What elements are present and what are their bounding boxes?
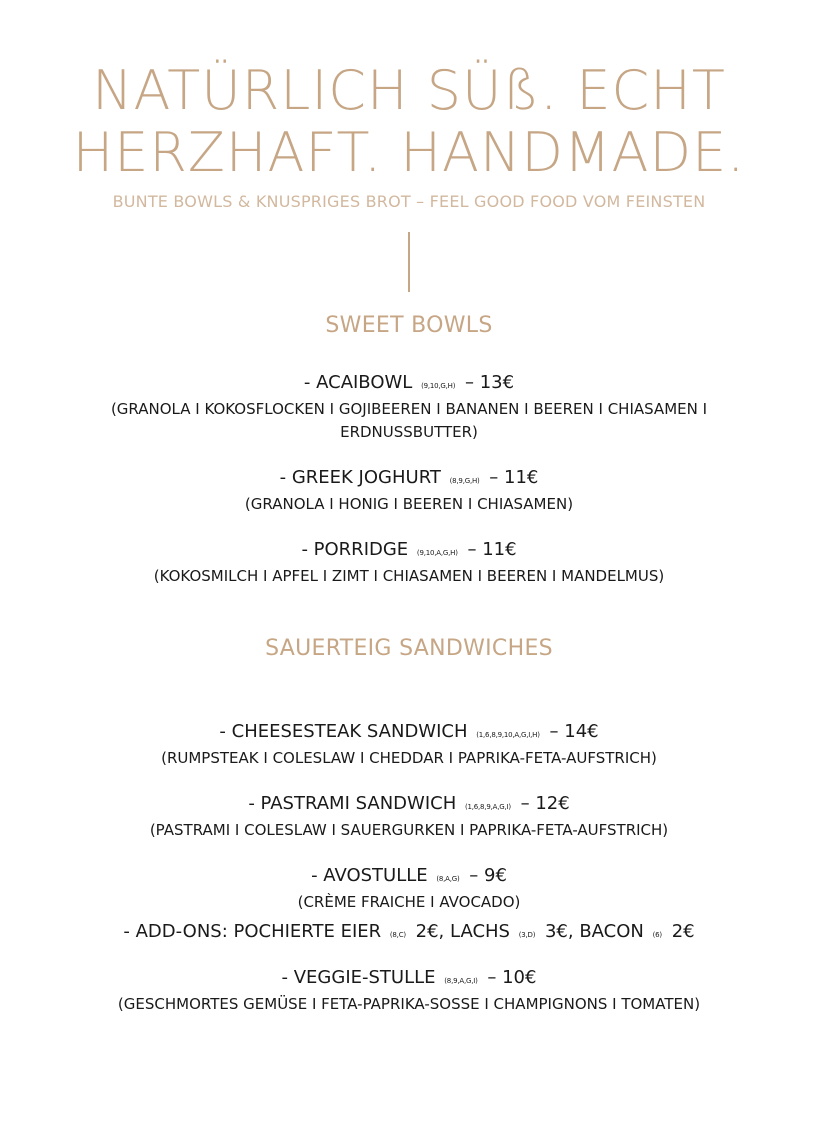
addons-line	[0, 920, 818, 947]
addons-eggs-price: 2€, LACHS	[415, 921, 510, 942]
addons-prefix: - ADD-ONS: POCHIERTE EIER	[123, 921, 382, 942]
item-headline	[0, 371, 818, 398]
item-description: (GESCHMORTES GEMÜSE I FETA-PAPRIKA-SOSSE I CHAMPIGNONS I TOMATEN)	[117, 995, 701, 1013]
section-title-sandwiches: SAUERTEIG SANDWICHES	[265, 636, 553, 661]
item-headline	[0, 466, 818, 493]
item-name: - AVOSTULLE	[311, 865, 428, 886]
menu-item-avostulle	[0, 864, 818, 947]
item-name: - VEGGIE-STULLE	[281, 967, 436, 988]
subtitle: BUNTE BOWLS & KNUSPRIGES BROT – FEEL GOOD FOOD VOM FEINSTEN	[112, 192, 706, 211]
addons-bacon-price: 2€	[671, 921, 695, 942]
item-allergens: (8,9,A,G,I)	[444, 977, 478, 985]
addons-eggs-allergens: (8,C)	[389, 931, 406, 939]
item-headline	[0, 864, 818, 891]
addons-salmon-allergens: (3,D)	[518, 931, 536, 939]
item-allergens: (8,A,G)	[436, 875, 460, 883]
headline-line-1: NATÜRLICH SÜß. ECHT	[92, 59, 726, 122]
item-headline	[0, 720, 818, 747]
item-description: (KOKOSMILCH I APFEL I ZIMT I CHIASAMEN I BEEREN I MANDELMUS)	[153, 567, 665, 585]
item-price: – 10€	[487, 967, 537, 988]
item-name: - PASTRAMI SANDWICH	[248, 793, 457, 814]
item-allergens: (1,6,8,9,10,A,G,I,H)	[476, 731, 540, 739]
addons-bacon-allergens: (6)	[652, 931, 662, 939]
item-headline	[0, 538, 818, 565]
menu-item-cheesesteak-sandwich	[0, 720, 818, 770]
headline	[0, 60, 818, 184]
menu-item-greek-joghurt	[0, 466, 818, 516]
item-description: (GRANOLA I KOKOSFLOCKEN I GOJIBEEREN I BANANEN I BEEREN I CHIASAMEN I ERDNUSSBUTTER)	[110, 400, 708, 441]
item-price: – 9€	[469, 865, 507, 886]
item-allergens: (9,10,A,G,H)	[416, 549, 458, 557]
item-description: (GRANOLA I HONIG I BEEREN I CHIASAMEN)	[244, 495, 574, 513]
item-name: - GREEK JOGHURT	[279, 467, 441, 488]
menu-item-porridge	[0, 538, 818, 588]
item-name: - ACAIBOWL	[303, 372, 413, 393]
menu-item-veggie-stulle	[0, 966, 818, 1016]
item-price: – 11€	[467, 539, 517, 560]
addons-salmon-price: 3€, BACON	[544, 921, 644, 942]
item-price: – 11€	[489, 467, 539, 488]
item-name: - PORRIDGE	[301, 539, 409, 560]
menu-item-pastrami-sandwich	[0, 792, 818, 842]
item-headline	[0, 792, 818, 819]
item-allergens: (8,9,G,H)	[449, 477, 480, 485]
vertical-divider	[408, 232, 410, 292]
item-name: - CHEESESTEAK SANDWICH	[219, 721, 468, 742]
item-description: (PASTRAMI I COLESLAW I SAUERGURKEN I PAPRIKA-FETA-AUFSTRICH)	[149, 821, 669, 839]
item-price: – 14€	[549, 721, 599, 742]
item-price: – 13€	[465, 372, 515, 393]
item-price: – 12€	[520, 793, 570, 814]
item-description: (RUMPSTEAK I COLESLAW I CHEDDAR I PAPRIKA-FETA-AUFSTRICH)	[161, 749, 657, 767]
item-description: (CRÈME FRAICHE I AVOCADO)	[297, 893, 521, 911]
headline-line-2: HERZHAFT. HANDMADE.	[72, 121, 746, 184]
menu-item-acaibowl	[0, 371, 818, 444]
item-headline	[0, 966, 818, 993]
item-allergens: (9,10,G,H)	[421, 382, 456, 390]
item-allergens: (1,6,8,9,A,G,I)	[464, 803, 511, 811]
section-title-sweet-bowls: SWEET BOWLS	[325, 313, 493, 338]
